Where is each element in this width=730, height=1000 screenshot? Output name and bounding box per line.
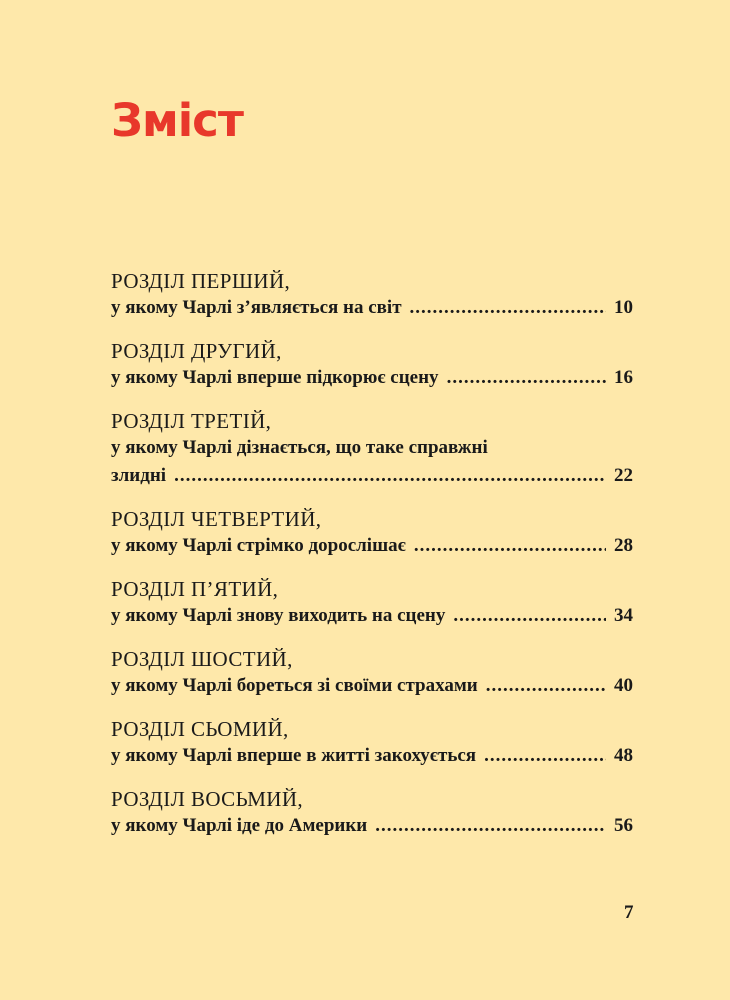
chapter-heading: РОЗДІЛ ПЕРШИЙ,	[111, 269, 291, 293]
chapter-description: у якому Чарлі вперше підкорює сцену	[111, 367, 439, 388]
chapter-description-row	[111, 602, 633, 630]
chapter-page-number: 16	[614, 367, 633, 388]
dot-leader	[484, 742, 606, 770]
toc-entry[interactable]	[111, 716, 633, 770]
toc-entry[interactable]	[111, 786, 633, 840]
chapter-page-number: 10	[614, 297, 633, 318]
chapter-description: у якому Чарлі знову виходить на сцену	[111, 605, 446, 626]
chapter-description: у якому Чарлі стрімко дорослішає	[111, 535, 406, 556]
dot-leader	[410, 294, 606, 322]
chapter-heading: РОЗДІЛ ТРЕТІЙ,	[111, 409, 272, 433]
dot-leader	[174, 462, 606, 490]
page-number: 7	[624, 902, 634, 923]
chapter-description: у якому Чарлі з’являється на світ	[111, 297, 402, 318]
chapter-description-line: у якому Чарлі дізнається, що таке справжні	[111, 437, 488, 458]
toc-entry[interactable]	[111, 506, 633, 560]
chapter-page-number: 56	[614, 815, 633, 836]
chapter-page-number: 34	[614, 605, 633, 626]
chapter-heading: РОЗДІЛ П’ЯТИЙ,	[111, 577, 279, 601]
dot-leader	[453, 602, 606, 630]
dot-leader	[447, 364, 606, 392]
dot-leader	[375, 812, 606, 840]
chapter-heading: РОЗДІЛ ШОСТИЙ,	[111, 647, 293, 671]
toc-entry[interactable]	[111, 576, 633, 630]
chapter-description: у якому Чарлі іде до Америки	[111, 815, 368, 836]
page-title: Зміст	[111, 94, 243, 147]
chapter-description: у якому Чарлі бореться зі своїми страхами	[111, 675, 478, 696]
chapter-description-row	[111, 294, 633, 322]
chapter-heading: РОЗДІЛ ДРУГИЙ,	[111, 339, 282, 363]
chapter-heading: РОЗДІЛ ЧЕТВЕРТИЙ,	[111, 507, 322, 531]
toc-entry[interactable]	[111, 408, 633, 490]
table-of-contents	[111, 268, 633, 840]
toc-entry[interactable]	[111, 646, 633, 700]
chapter-page-number: 48	[614, 745, 633, 766]
chapter-heading: РОЗДІЛ СЬОМИЙ,	[111, 717, 289, 741]
chapter-description-row	[111, 462, 633, 490]
chapter-description: у якому Чарлі вперше в житті закохується	[111, 745, 477, 766]
chapter-heading: РОЗДІЛ ВОСЬМИЙ,	[111, 787, 304, 811]
chapter-page-number: 22	[614, 465, 633, 486]
dot-leader	[486, 672, 606, 700]
chapter-page-number: 40	[614, 675, 633, 696]
dot-leader	[414, 532, 606, 560]
chapter-description-row	[111, 532, 633, 560]
toc-entry[interactable]	[111, 268, 633, 322]
chapter-description: злидні	[111, 465, 167, 486]
toc-entry[interactable]	[111, 338, 633, 392]
chapter-description-row	[111, 364, 633, 392]
chapter-page-number: 28	[614, 535, 633, 556]
chapter-description-row	[111, 742, 633, 770]
chapter-description-row	[111, 672, 633, 700]
chapter-description-row	[111, 812, 633, 840]
